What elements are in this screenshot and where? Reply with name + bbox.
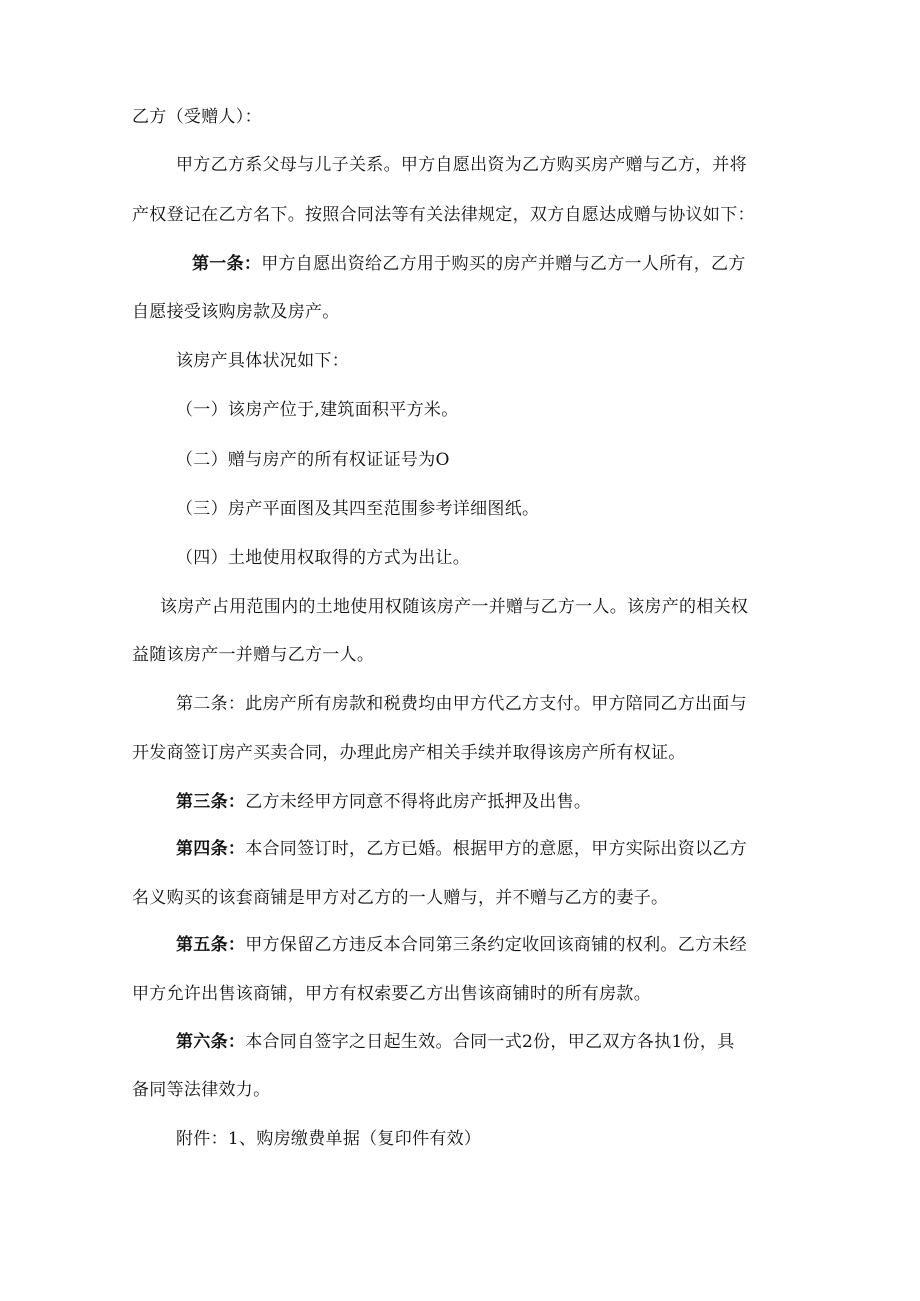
- article-1-line-2: 自愿接受该购房款及房产。: [132, 302, 340, 322]
- article-2-line-1: [176, 693, 747, 715]
- article-1-text-1: 甲方自愿出资给乙方用于购买的房产并赠与乙方一人所有，乙方: [261, 254, 746, 274]
- article-5-line-1: [176, 934, 747, 956]
- detail-item-2: （二）赠与房产的所有权证证号为O: [176, 450, 450, 470]
- article-3-text-1: 乙方未经甲方同意不得将此房产抵押及出售。: [245, 792, 592, 812]
- article-5-line-2: 甲方允许出售该商铺，甲方有权索要乙方出售该商铺时的所有房款。: [132, 984, 651, 1004]
- detail-item-3: （三）房产平面图及其四至范围参考详细图纸。: [176, 499, 540, 519]
- land-clause-line-1: 该房产占用范围内的土地使用权随该房产一并赠与乙方一人。该房产的相关权: [160, 597, 749, 617]
- article-4-text-1: 本合同签订时，乙方已婚。根据甲方的意愿，甲方实际出资以乙方: [245, 839, 747, 859]
- detail-item-1: （一）该房产位于,建筑面积平方米。: [176, 400, 459, 420]
- intro-line-1: 甲方乙方系父母与儿子关系。甲方自愿出资为乙方购买房产赠与乙方，并将: [176, 155, 747, 175]
- article-1-label: 第一条：: [192, 254, 262, 274]
- article-6-line-1: [176, 1031, 735, 1053]
- article-6-label: 第六条：: [176, 1032, 246, 1052]
- article-2-text-1: 此房产所有房款和税费均由甲方代乙方支付。甲方陪同乙方出面与: [245, 694, 747, 714]
- party-b-header: 乙方（受赠人）：: [132, 107, 262, 127]
- detail-item-4: （四）土地使用权取得的方式为出让。: [176, 548, 471, 568]
- article-2-label: 第二条：: [176, 694, 246, 714]
- intro-line-2: 产权登记在乙方名下。按照合同法等有关法律规定，双方自愿达成赠与协议如下：: [132, 205, 755, 225]
- article-2-line-2: 开发商签订房产买卖合同，办理此房产相关手续并取得该房产所有权证。: [132, 743, 686, 763]
- article-4-line-1: [176, 838, 747, 860]
- article-5-text-1: 甲方保留乙方违反本合同第三条约定收回该商铺的权利。乙方未经: [245, 935, 747, 955]
- article-4-label: 第四条：: [176, 839, 246, 859]
- land-clause-line-2: 益随该房产一并赠与乙方一人。: [132, 645, 375, 665]
- article-4-line-2: 名义购买的该套商铺是甲方对乙方的一人赠与，并不赠与乙方的妻子。: [132, 888, 669, 908]
- article-6-line-2: 备同等法律效力。: [132, 1080, 271, 1100]
- attachment-line: 附件：1、购房缴费单据（复印件有效）: [176, 1129, 482, 1149]
- article-6-text-1: 本合同自签字之日起生效。合同一式2份，甲乙双方各执1份，具: [245, 1032, 735, 1052]
- article-3-line-1: [176, 791, 591, 813]
- details-header: 该房产具体状况如下：: [176, 351, 349, 371]
- article-5-label: 第五条：: [176, 935, 246, 955]
- article-3-label: 第三条：: [176, 792, 246, 812]
- article-1-line-1: [192, 253, 746, 275]
